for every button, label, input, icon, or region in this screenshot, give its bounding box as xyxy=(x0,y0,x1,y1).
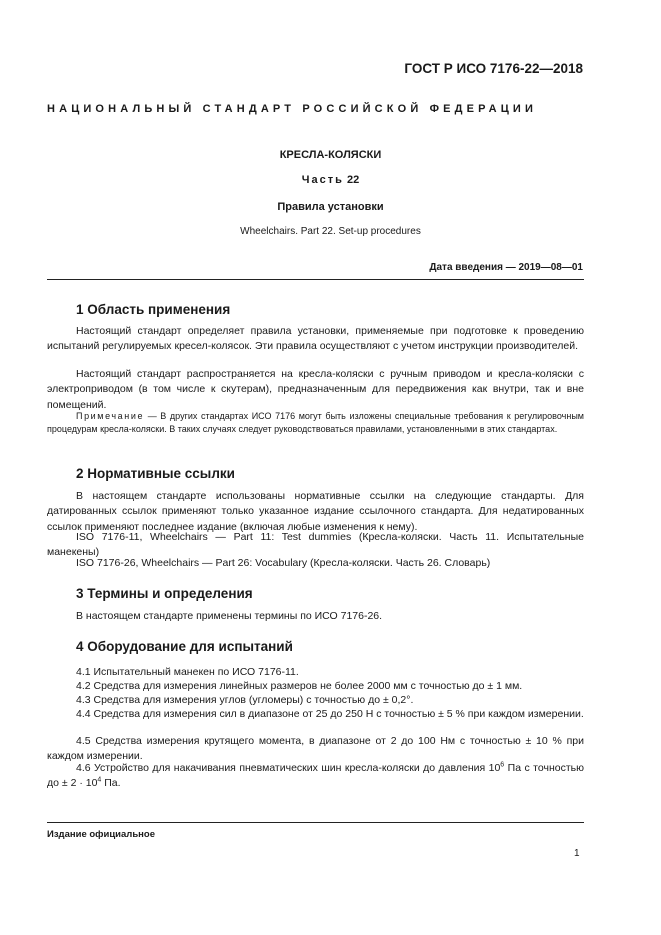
equipment-item-4-5: 4.5 Средства измерения крутящего момента, в диапазоне от 2 до 100 Нм с точностью ± 10 % при каждом измерении. xyxy=(47,735,584,762)
equipment-item-4-2: 4.2 Средства для измерения линейных размеров не более 2000 мм с точностью до ± 1 мм. xyxy=(76,680,523,692)
section-2-heading: 2 Нормативные ссылки xyxy=(76,466,235,481)
introduction-date: Дата введения — 2019—08—01 xyxy=(429,262,583,273)
english-title: Wheelchairs. Part 22. Set-up procedures xyxy=(240,226,421,237)
section-4-heading: 4 Оборудование для испытаний xyxy=(76,639,293,654)
note-text: — В других стандартах ИСО 7176 могут быть изложены специальные требования к регулировочным процедурам кресла-коляски. В таких случаях следует руководствоваться правилами, установленными в этих стандартах. xyxy=(47,411,584,434)
section-3-paragraph-1: В настоящем стандарте применены термины по ИСО 7176-26. xyxy=(76,610,383,622)
item-4-6-text-b: Па с точностью до ± 2 · 10 xyxy=(47,762,584,789)
equipment-item-4-3: 4.3 Средства для измерения углов (угломеры) с точностью до ± 0,2°. xyxy=(76,694,414,706)
item-4-6-exponent-1: 6 xyxy=(500,761,505,769)
reference-iso-7176-11: ISO 7176-11, Wheelchairs — Part 11: Test dummies (Кресла-коляски. Часть 11. Испытательные манекены) xyxy=(47,531,584,559)
equipment-item-4-1: 4.1 Испытательный манекен по ИСО 7176-11. xyxy=(76,666,299,678)
section-3-heading: 3 Термины и определения xyxy=(76,586,253,601)
page-number: 1 xyxy=(574,848,580,859)
item-4-6-exponent-2: 4 xyxy=(97,776,102,784)
item-4-6-text-c: Па. xyxy=(101,776,121,789)
part-number xyxy=(0,174,661,186)
national-standard-banner: НАЦИОНАЛЬНЫЙ СТАНДАРТ РОССИЙСКОЙ ФЕДЕРАЦИИ xyxy=(47,103,538,115)
section-1-paragraph-2: Настоящий стандарт распространяется на кресла-коляски с ручным приводом и кресла-коляски с электроприводом (в том числе к скутерам), предназначенным для передвижения как внутри, так и вне помещений. xyxy=(47,368,584,411)
document-code: ГОСТ Р ИСО 7176-22—2018 xyxy=(404,61,583,76)
section-1-heading: 1 Область применения xyxy=(76,302,231,317)
document-title: КРЕСЛА-КОЛЯСКИ xyxy=(279,149,382,161)
note-label: Примечание xyxy=(76,411,145,421)
section-1-paragraph-1: Настоящий стандарт определяет правила установки, применяемые при подготовке к проведению испытаний регулируемых кресел-колясок. Эти правила осуществляют с учетом инструкции производителей. xyxy=(47,325,584,353)
part-num: 22 xyxy=(346,174,360,186)
header-divider xyxy=(47,279,584,280)
item-4-6-text-a: 4.6 Устройство для накачивания пневматических шин кресла-коляски до давления 10 xyxy=(76,762,501,774)
document-subtitle: Правила установки xyxy=(277,201,384,213)
equipment-item-4-4: 4.4 Средства для измерения сил в диапазоне от 25 до 250 Н с точностью ± 5 % при каждом измерении. xyxy=(76,708,584,720)
equipment-item-4-6 xyxy=(47,761,584,790)
footer-divider xyxy=(47,822,584,823)
part-word: Часть xyxy=(301,174,344,186)
section-1-note xyxy=(47,410,584,436)
section-2-paragraph-1: В настоящем стандарте использованы нормативные ссылки на следующие стандарты. Для датированных ссылок применяют только указанное издание ссылочного стандарта. Для недатированных ссылок применяют последнее издание (включая любые изменения к нему). xyxy=(47,490,584,533)
edition-label: Издание официальное xyxy=(47,829,155,840)
reference-iso-7176-26: ISO 7176-26, Wheelchairs — Part 26: Vocabulary (Кресла-коляски. Часть 26. Словарь) xyxy=(76,557,491,569)
